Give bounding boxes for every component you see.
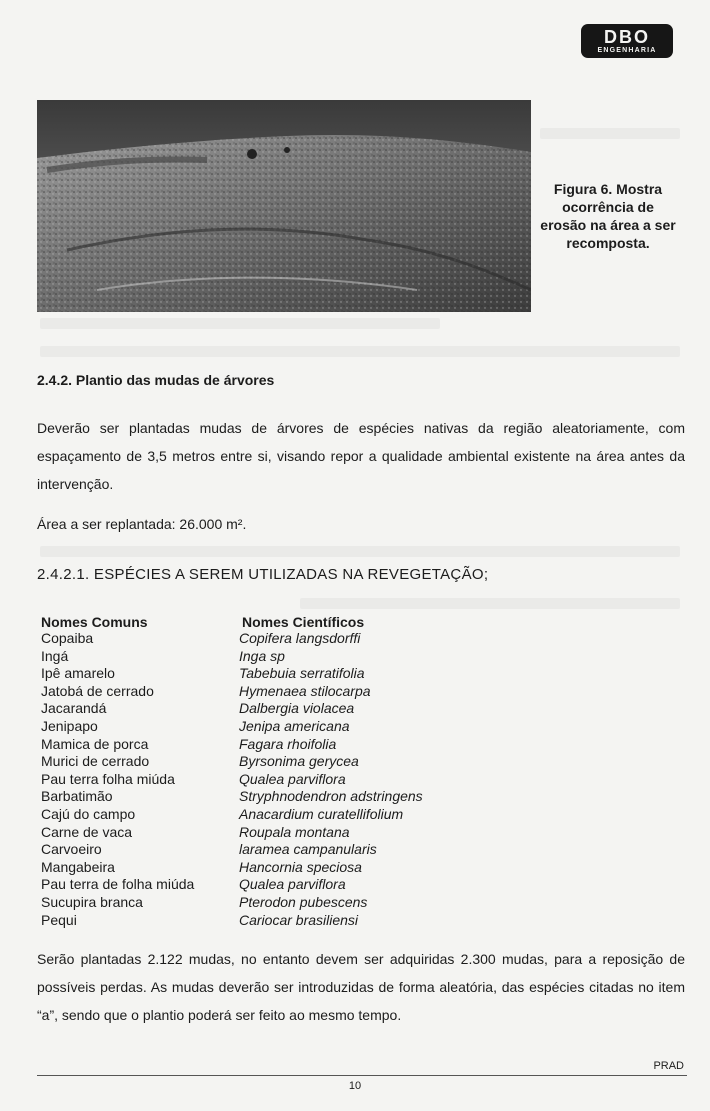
list-item: Cajú do campo — [41, 805, 136, 822]
list-item: Pau terra folha miúda — [41, 770, 175, 787]
logo-sub-text: ENGENHARIA — [597, 47, 657, 54]
list-item: Dalbergia violacea — [239, 700, 355, 717]
list-item: Murici de cerrado — [41, 753, 150, 770]
bleed-through — [40, 546, 680, 557]
list-item: Inga sp — [239, 647, 285, 664]
footer-divider — [37, 1075, 687, 1076]
section-heading: 2.4.2. Plantio das mudas de árvores — [37, 372, 275, 388]
closing-paragraph: Serão plantadas 2.122 mudas, no entanto devem ser adquiridas 2.300 mudas, para a reposição de possíveis perdas. As mudas deverão ser introduzidas de forma aleatória, das espécies citadas no item “a”, sendo que o plantio poderá ser feito ao mesmo tempo. — [37, 951, 685, 1023]
list-item: Jenipapo — [41, 717, 98, 734]
list-item: Ipê amarelo — [41, 665, 115, 682]
list-item: Roupala montana — [239, 823, 350, 840]
list-item: Jacarandá — [41, 700, 107, 717]
list-item: Sucupira branca — [41, 893, 143, 910]
bleed-through — [300, 598, 680, 609]
scientific-names-list — [239, 630, 423, 929]
list-item: Qualea parviflora — [239, 876, 346, 893]
bleed-through — [40, 318, 440, 329]
logo-main-text: DBO — [604, 27, 650, 47]
list-item: Qualea parviflora — [239, 770, 346, 787]
list-item: Barbatimão — [41, 788, 113, 805]
replant-area-text: Área a ser replantada: 26.000 m². — [37, 516, 247, 532]
section-paragraph: Deverão ser plantadas mudas de árvores de espécies nativas da região aleatoriamente, com espaçamento de 3,5 metros entre si, visando repor a qualidade ambiental existente na área antes da intervenção. — [37, 420, 685, 492]
scientific-names-header: Nomes Científicos — [242, 614, 365, 630]
list-item: Hancornia speciosa — [239, 858, 362, 875]
company-logo — [581, 24, 673, 58]
list-item: laramea campanularis — [239, 841, 377, 858]
list-item: Pterodon pubescens — [239, 893, 368, 910]
list-item: Mamica de porca — [41, 735, 149, 752]
page-number: 10 — [348, 1080, 362, 1092]
list-item: Jatobá de cerrado — [41, 682, 154, 699]
common-names-header: Nomes Comuns — [41, 614, 148, 630]
species-subheading: 2.4.2.1. ESPÉCIES A SEREM UTILIZADAS NA REVEGETAÇÃO; — [37, 566, 489, 583]
list-item: Carne de vaca — [41, 823, 133, 840]
erosion-landscape-photo — [37, 100, 531, 312]
bleed-through — [40, 346, 680, 357]
figure-caption: Figura 6. Mostra ocorrência de erosão na área a ser recomposta. — [540, 181, 676, 251]
list-item: Anacardium curatellifolium — [239, 805, 404, 822]
list-item: Copifera langsdorffi — [239, 630, 361, 646]
bleed-through — [540, 128, 680, 139]
footer-label: PRAD — [653, 1060, 684, 1072]
list-item: Ingá — [41, 647, 69, 664]
list-item: Stryphnodendron adstringens — [239, 788, 423, 805]
list-item: Mangabeira — [41, 858, 115, 875]
list-item: Cariocar brasiliensi — [239, 911, 359, 928]
list-item: Jenipa americana — [239, 717, 350, 734]
list-item: Tabebuia serratifolia — [239, 665, 365, 682]
list-item: Byrsonima gerycea — [239, 753, 359, 770]
common-names-list — [41, 630, 194, 929]
list-item: Pau terra de folha miúda — [41, 876, 195, 893]
list-item: Carvoeiro — [41, 841, 102, 858]
list-item: Fagara rhoifolia — [239, 735, 337, 752]
list-item: Pequi — [41, 911, 77, 928]
list-item: Hymenaea stilocarpa — [239, 682, 371, 699]
list-item: Copaiba — [41, 630, 94, 646]
